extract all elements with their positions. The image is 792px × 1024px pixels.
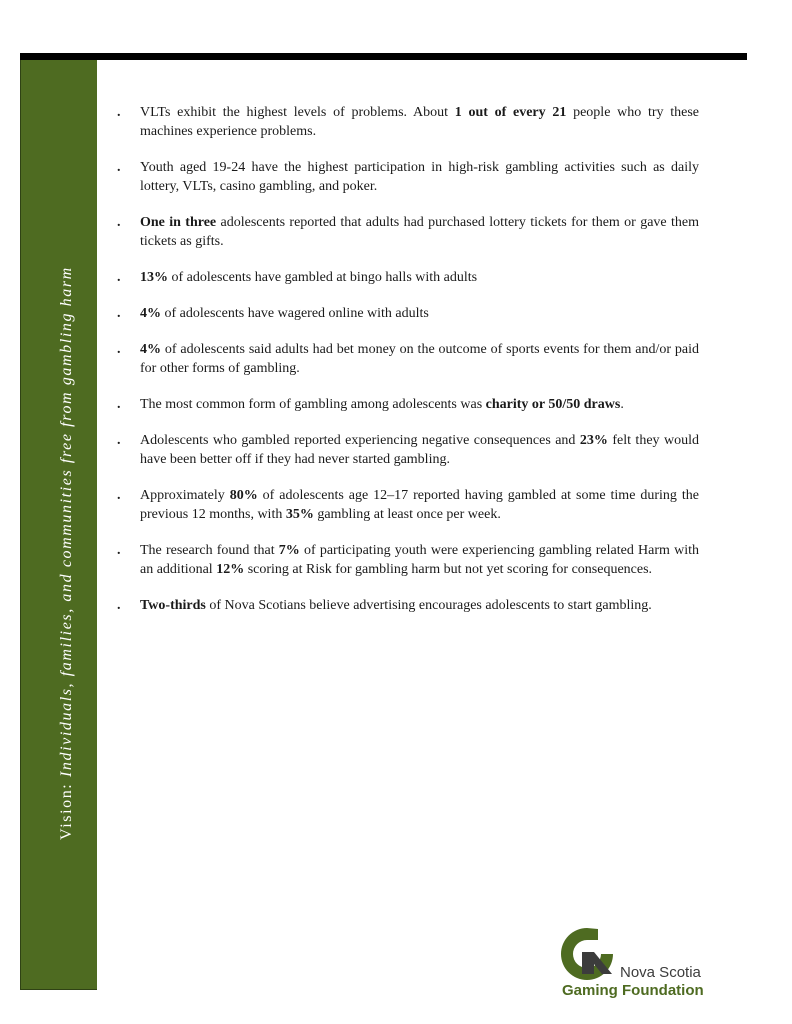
fact-text (140, 160, 699, 194)
fact-text-run: of adolescents have wagered online with adults (161, 306, 429, 321)
fact-item (117, 340, 699, 378)
fact-item (117, 158, 699, 196)
fact-item (117, 541, 699, 579)
fact-text (140, 270, 477, 285)
fact-item (117, 103, 699, 141)
fact-text-run: The research found that (140, 543, 279, 558)
fact-text (140, 215, 699, 249)
bullet-marker: . (117, 543, 121, 558)
fact-text-run: of adolescents have gambled at bingo halls with adults (168, 270, 478, 285)
logo-line-gaming-foundation: Gaming Foundation (562, 982, 704, 999)
fact-text-run: adolescents reported that adults had purchased lottery tickets for them or gave them tickets as gifts. (140, 215, 699, 249)
fact-item (117, 213, 699, 251)
fact-text-run: Approximately (140, 488, 230, 503)
fact-highlight: 35% (285, 507, 314, 522)
nova-scotia-gaming-foundation-mark-icon (558, 925, 616, 983)
bullet-marker: . (117, 342, 121, 357)
fact-text-run: Adolescents who gambled reported experiencing negative consequences and (140, 433, 580, 448)
fact-highlight: 12% (216, 562, 245, 577)
fact-highlight: Two-thirds (140, 598, 206, 613)
logo-line-nova-scotia: Nova Scotia (620, 964, 701, 981)
bullet-marker: . (117, 488, 121, 503)
fact-text (140, 342, 699, 376)
fact-text-run: scoring at Risk for gambling harm but not yet scoring for consequences. (244, 562, 653, 577)
fact-text-run: of participating youth were experiencing gambling related Harm with an additional (140, 543, 699, 577)
fact-text (140, 543, 699, 577)
fact-text-run: of adolescents said adults had bet money on the outcome of sports events for them and/or paid for other forms of gambling. (140, 342, 699, 376)
foundation-logo (558, 925, 708, 1005)
fact-text (140, 105, 699, 139)
bullet-marker: . (117, 270, 121, 285)
fact-text-run: gambling at least once per week. (313, 507, 501, 522)
fact-item (117, 431, 699, 469)
fact-item (117, 596, 699, 615)
fact-highlight: 13% (140, 270, 168, 285)
fact-highlight: 4% (140, 306, 161, 321)
fact-highlight: 80% (229, 488, 258, 503)
fact-highlight: charity or 50/50 draws (485, 397, 621, 412)
bullet-marker: . (117, 160, 121, 175)
fact-highlight: 23% (579, 433, 608, 448)
fact-text-run: The most common form of gambling among adolescents was (140, 397, 486, 412)
fact-text (140, 488, 699, 522)
fact-text-run: of adolescents age 12–17 reported having gambled at some time during the previous 12 months, with (140, 488, 699, 522)
vision-statement (58, 266, 76, 840)
vision-lead: Vision: (58, 777, 75, 840)
fact-item (117, 304, 699, 323)
bullet-marker: . (117, 433, 121, 448)
bullet-marker: . (117, 215, 121, 230)
fact-text (140, 397, 624, 412)
fact-highlight: 7% (278, 543, 300, 558)
fact-highlight: 1 out of every 21 (454, 105, 567, 120)
top-rule (20, 53, 747, 60)
bullet-marker: . (117, 105, 121, 120)
fact-text-run: people who try these machines experience problems. (140, 105, 699, 139)
fact-item (117, 268, 699, 287)
bullet-marker: . (117, 397, 121, 412)
fact-text-run: VLTs exhibit the highest levels of problems. About (140, 105, 455, 120)
fact-item (117, 395, 699, 414)
fact-text-run: . (620, 397, 624, 412)
fact-highlight: 4% (140, 342, 161, 357)
fact-text (140, 433, 699, 467)
fact-text (140, 306, 429, 321)
fact-text-run: felt they would have been better off if they had never started gambling. (140, 433, 699, 467)
facts-list (117, 103, 699, 632)
fact-item (117, 486, 699, 524)
vision-text: Individuals, families, and communities free from gambling harm (58, 266, 75, 778)
fact-highlight: One in three (140, 215, 217, 230)
fact-text (140, 598, 652, 613)
fact-text-run: Youth aged 19-24 have the highest participation in high-risk gambling activities such as daily lottery, VLTs, casino gambling, and poker. (140, 160, 699, 194)
bullet-marker: . (117, 598, 121, 613)
bullet-marker: . (117, 306, 121, 321)
fact-text-run: of Nova Scotians believe advertising encourages adolescents to start gambling. (205, 598, 652, 613)
